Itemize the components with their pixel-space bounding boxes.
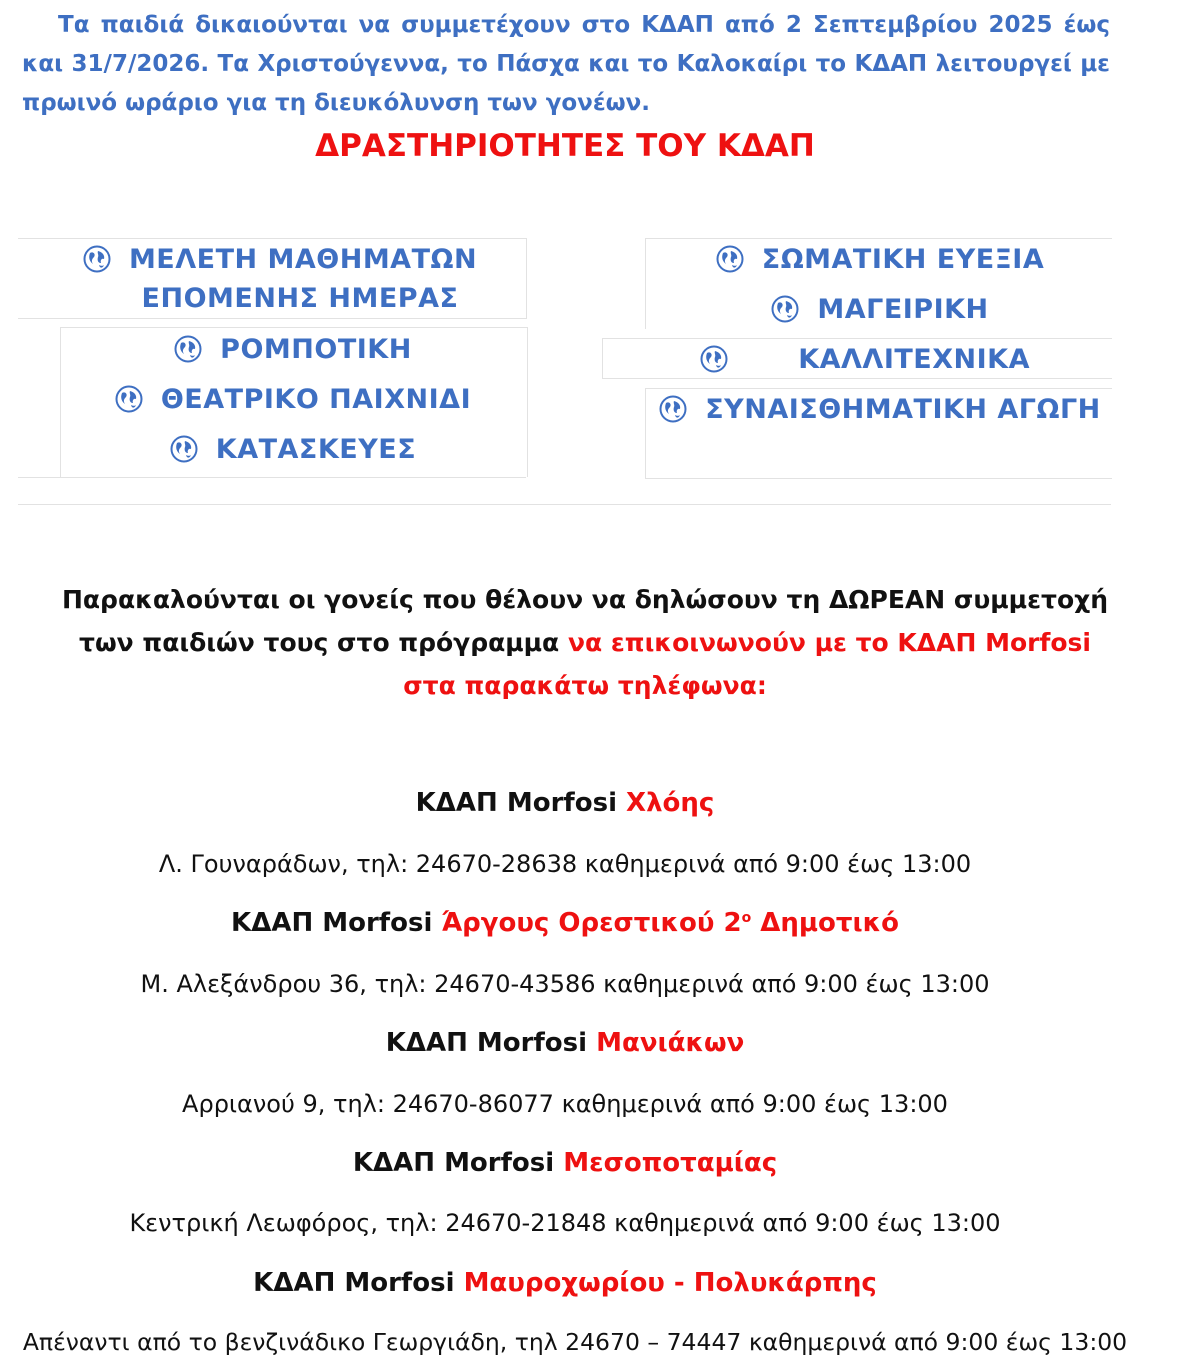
activity-label: ΚΑΛΛΙΤΕΧΝΙΚΑ [798,343,1030,375]
center-name: ΚΔΑΠ Morfosi Μανιάκων [385,1028,745,1058]
contact-note [50,578,1120,707]
activity-divider-bottom [18,504,1111,505]
activity-divider-left [18,477,526,478]
activity-label: ΡΟΜΠΟΤΙΚΗ [220,333,412,365]
globe-icon [174,335,202,363]
contact-note-highlight: να επικοινωνούν με το ΚΔΑΠ Morfosi στα παρακάτω τηλέφωνα: [403,628,1091,700]
contact-note-text: Παρακαλούνται οι γονείς που θέλουν να δηλώσουν τη ΔΩΡΕΑΝ συμμετοχή των παιδιών τους στο πρόγραμμα [61,585,1109,657]
activity-label: ΣΥΝΑΙΣΘΗΜΑΤΙΚΗ ΑΓΩΓΗ [705,393,1101,425]
intro-paragraph: Τα παιδιά δικαιούνται να συμμετέχουν στο ΚΔΑΠ από 2 Σεπτεμβρίου 2025 έως και 31/7/2026. Τα Χριστούγεννα, το Πάσχα και το Καλοκαίρι το ΚΔΑΠ λειτουργεί με πρωινό ωράριο για τη διευκόλυνση των γονέων. [22,12,1110,116]
activity-label: ΕΠΟΜΕΝΗΣ ΗΜΕΡΑΣ [141,282,459,314]
center-name: ΚΔΑΠ Morfosi Μεσοποταμίας [352,1148,778,1178]
activities-title: ΔΡΑΣΤΗΡΙΟΤΗΤΕΣ ΤΟΥ ΚΔΑΠ [315,128,815,164]
activity-emotional [652,390,1108,428]
activity-label: ΚΑΤΑΣΚΕΥΕΣ [215,433,417,465]
activity-cooking [660,290,1100,328]
activity-robotics [70,330,516,368]
globe-icon [716,245,744,273]
activity-crafts [70,430,516,468]
center-details: Αρριανού 9, τηλ: 24670-86077 καθημερινά από 9:00 έως 13:00 [182,1090,948,1118]
activity-study-line2 [90,279,510,317]
center-details: Απέναντι από το βενζινάδικο Γεωργιάδη, τηλ 24670 – 74447 καθημερινά από 9:00 έως 13:00 [22,1328,1128,1356]
activity-label: ΘΕΑΤΡΙΚΟ ΠΑΙΧΝΙΔΙ [160,383,472,415]
activity-arts [700,340,1030,378]
activity-label: ΜΕΛΕΤΗ ΜΑΘΗΜΑΤΩΝ [128,243,478,275]
activity-theatre [70,380,516,418]
globe-icon [115,385,143,413]
globe-icon [700,345,728,373]
activity-study [60,240,500,278]
globe-icon [83,245,111,273]
activity-label: ΜΑΓΕΙΡΙΚΗ [817,293,989,325]
center-name: ΚΔΑΠ Morfosi Χλόης [415,788,715,818]
globe-icon [771,295,799,323]
globe-icon [170,435,198,463]
center-details: Λ. Γουναράδων, τηλ: 24670-28638 καθημερινά από 9:00 έως 13:00 [158,850,972,878]
activity-label: ΣΩΜΑΤΙΚΗ ΕΥΕΞΙΑ [761,243,1045,275]
activity-fitness [660,240,1100,278]
center-details: Μ. Αλεξάνδρου 36, τηλ: 24670-43586 καθημερινά από 9:00 έως 13:00 [140,970,990,998]
globe-icon [659,395,687,423]
center-name: ΚΔΑΠ Morfosi Μαυροχωρίου - Πολυκάρπης [253,1268,877,1298]
center-details: Κεντρική Λεωφόρος, τηλ: 24670-21848 καθημερινά από 9:00 έως 13:00 [129,1209,1001,1237]
center-name: ΚΔΑΠ Morfosi Άργους Ορεστικού $2^o$ Δημοτικό [231,908,899,938]
